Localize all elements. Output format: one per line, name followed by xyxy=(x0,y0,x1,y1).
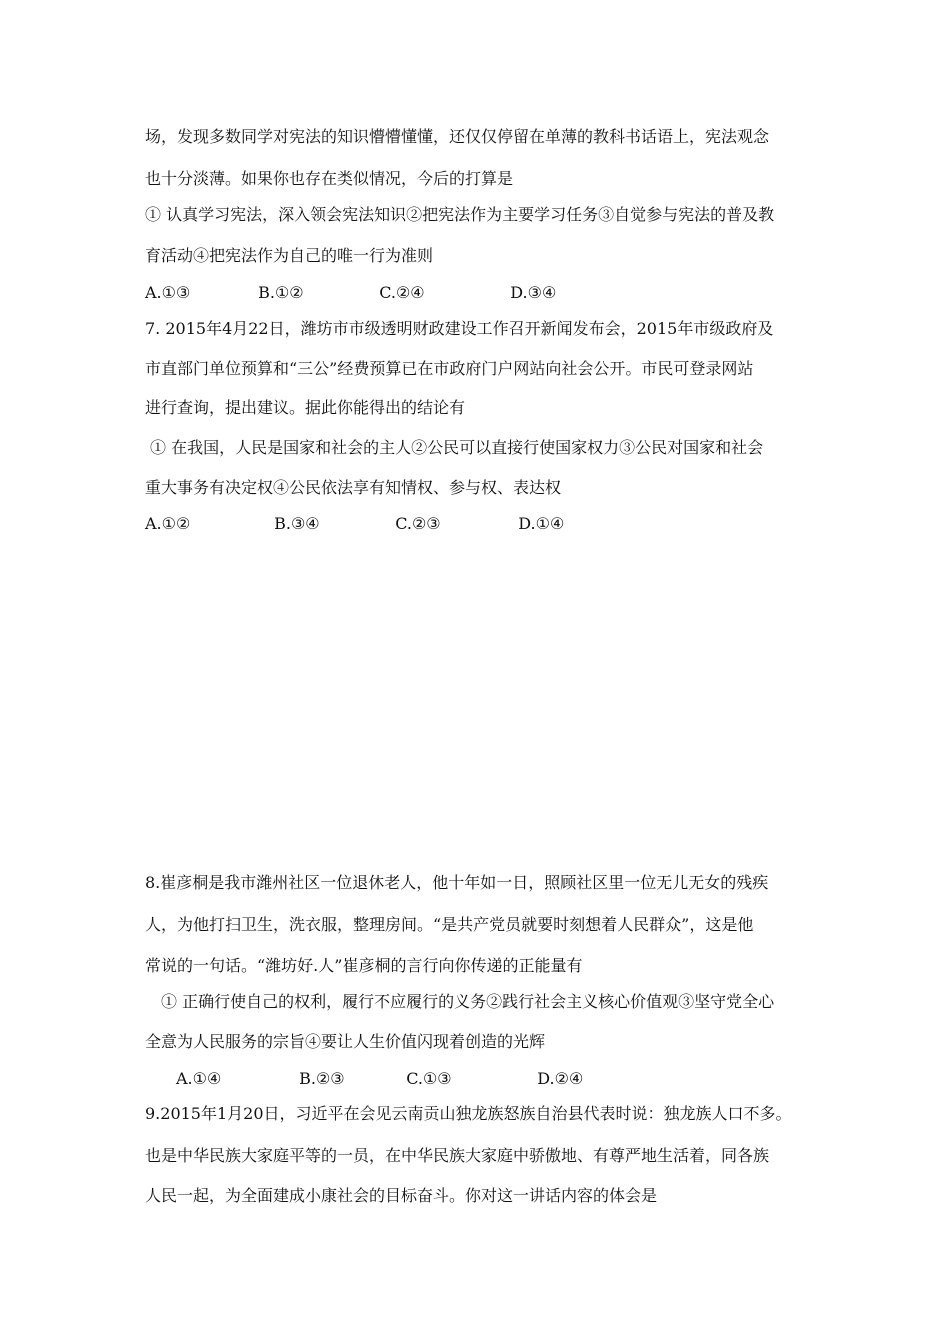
q8-option-c: C.①③ xyxy=(406,1069,452,1088)
q8-stem-line-2: 人，为他打扫卫生，洗衣服，整理房间。“是共产党员就要时刻想着人民群众”，这是他 xyxy=(145,915,754,934)
q7-stem-line-1: 7. 2015年4月22日，潍坊市市级透明财政建设工作召开新闻发布会，2015年市级政府及 xyxy=(145,319,774,338)
q6-stem-line-2: 也十分淡薄。如果你也存在类似情况，今后的打算是 xyxy=(145,169,514,188)
q6-option-c: C.②④ xyxy=(379,283,425,302)
q9-stem-line-3: 人民一起，为全面建成小康社会的目标奋斗。你对这一讲话内容的体会是 xyxy=(145,1186,658,1205)
q8-stem-line-3: 常说的一句话。“潍坊好.人”崔彦桐的言行向你传递的正能量有 xyxy=(145,956,583,975)
q7-statements-line-1: ① 在我国，人民是国家和社会的主人②公民可以直接行使国家权力③公民对国家和社会 xyxy=(150,438,764,457)
q6-statements-line-1: ① 认真学习宪法，深入领会宪法知识②把宪法作为主要学习任务③自觉参与宪法的普及教 xyxy=(145,205,775,224)
q8-option-b: B.②③ xyxy=(299,1069,345,1088)
q8-stem-line-1: 8.崔彦桐是我市潍州社区一位退休老人，他十年如一日，照顾社区里一位无儿无女的残疾 xyxy=(145,873,769,892)
q8-option-d: D.②④ xyxy=(537,1069,584,1088)
q7-options xyxy=(145,514,564,534)
q6-option-b: B.①② xyxy=(258,283,304,302)
q6-stem-line-1: 场，发现多数同学对宪法的知识懵懵懂懂，还仅仅停留在单薄的教科书话语上，宪法观念 xyxy=(145,127,770,146)
q8-options xyxy=(176,1069,583,1089)
q9-stem-line-2: 也是中华民族大家庭平等的一员，在中华民族大家庭中骄傲地、有尊严地生活着，同各族 xyxy=(145,1146,770,1165)
q7-option-c: C.②③ xyxy=(395,514,441,533)
q7-statements-line-2: 重大事务有决定权④公民依法享有知情权、参与权、表达权 xyxy=(145,478,562,497)
q9-stem-line-1: 9.2015年1月20日，习近平在会见云南贡山独龙族怒族自治县代表时说：独龙族人口不多。 xyxy=(145,1104,792,1123)
q8-statements-line-2: 全意为人民服务的宗旨④要让人生价值闪现着创造的光辉 xyxy=(145,1032,546,1051)
q6-options xyxy=(145,283,556,303)
q6-option-d: D.③④ xyxy=(510,283,557,302)
q7-stem-line-3: 进行查询，提出建议。据此你能得出的结论有 xyxy=(145,398,466,417)
q6-statements-line-2: 育活动④把宪法作为自己的唯一行为准则 xyxy=(145,246,434,265)
q6-option-a: A.①③ xyxy=(145,283,191,302)
q8-option-a: A.①④ xyxy=(176,1069,222,1088)
q7-option-b: B.③④ xyxy=(274,514,320,533)
q8-statements-line-1: ① 正确行使自己的权利，履行不应履行的义务②践行社会主义核心价值观③坚守党全心 xyxy=(161,992,775,1011)
q7-option-a: A.①② xyxy=(145,514,191,533)
q7-stem-line-2: 市直部门单位预算和“三公”经费预算已在市政府门户网站向社会公开。市民可登录网站 xyxy=(145,359,754,378)
q7-option-d: D.①④ xyxy=(518,514,565,533)
